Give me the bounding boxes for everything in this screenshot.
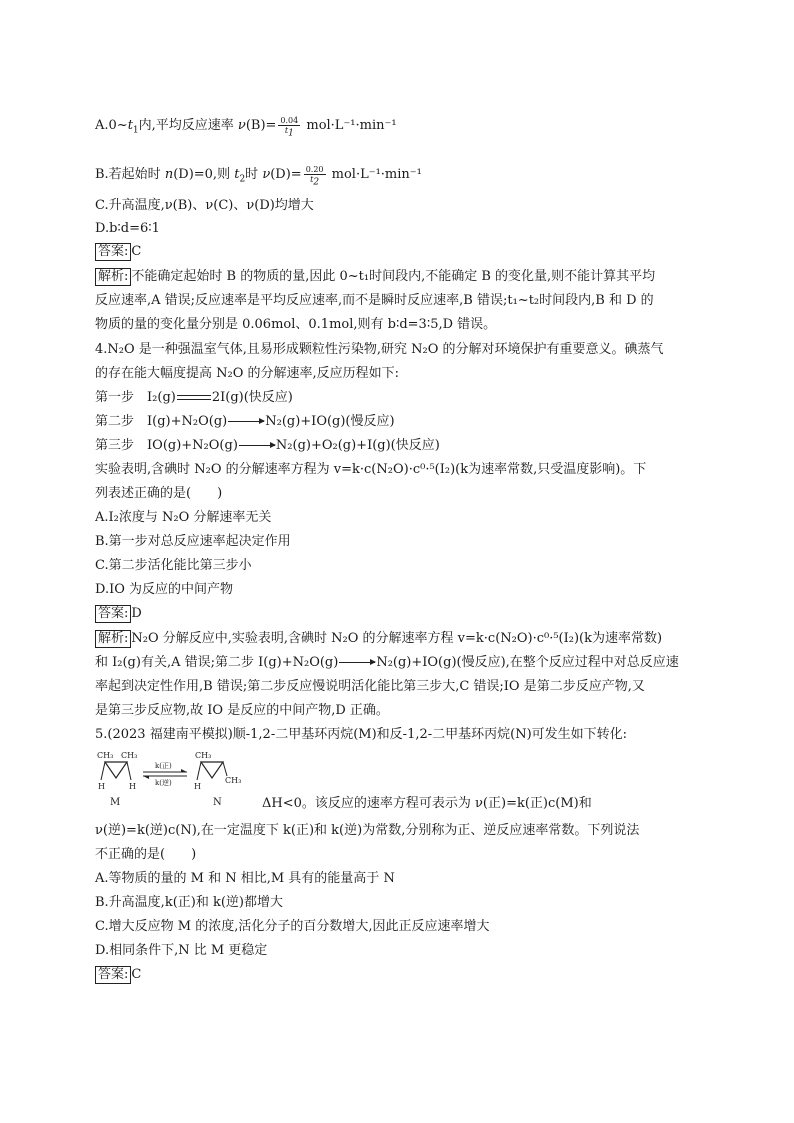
q4-option-c: C.第二步活化能比第三步小 <box>95 558 252 573</box>
q4-answer: 答案: D <box>95 605 142 623</box>
equilibrium-arrow-icon <box>177 394 211 402</box>
q3-option-c: C.升高温度,ν(B)、ν(C)、ν(D)均增大 <box>95 198 314 213</box>
cyclopropane-ring-n <box>201 762 223 778</box>
q4-step-1: 第一步 I₂(g) 2I(g)(快反应) <box>95 390 293 405</box>
q3-option-a: $A.0\sim t_1$内,平均反应速率 ν(B)= $\frac{0.04}{t_1}$ mol·L⁻¹·min⁻¹ <box>95 116 397 139</box>
label-m: M <box>110 797 121 808</box>
fraction: $\frac{0.04}{t_1}$ <box>280 116 299 139</box>
q5-option-c: C.增大反应物 M 的浓度,活化分子的百分数增大,因此正反应速率增大 <box>95 919 490 934</box>
answer-label: 答案: <box>95 243 131 261</box>
q4-stem-line-7: 列表述正确的是( ) <box>95 486 223 501</box>
ch3-label-top-n: CH₃ <box>195 751 212 760</box>
q3-option-b: B.若起始时 n(D)=0,则 $t_2$时 ν(D)= $\frac{0.20}{t_2}$ mol·L⁻¹·min⁻¹ <box>95 165 422 188</box>
answer-label: 答案: <box>95 605 131 623</box>
q5-answer: 答案: C <box>95 966 141 984</box>
q4-option-a: A.I₂浓度与 N₂O 分解速率无关 <box>95 510 272 525</box>
q5-stem-line-3: ν(逆)=k(逆)c(N),在一定温度下 k(正)和 k(逆)为常数,分别称为正、逆反应速率常数。下列说法 <box>95 823 640 838</box>
q4-step-3: 第三步 IO(g)+N₂O(g) N₂(g)+O₂(g)+I(g)(快反应) <box>95 438 440 453</box>
h-label-left-m: H <box>98 782 105 791</box>
q5-stem-line-2: ΔH<0。该反应的速率方程可表示为 ν(正)=k(正)c(M)和 <box>262 796 592 811</box>
q4-analysis-line-2: 和 I₂(g)有关,A 错误;第二步 I(g)+N₂O(g) N₂(g)+IO(g)(慢反应),在整个反应过程中对总反应速 <box>95 655 679 670</box>
ch3-label-right-m: CH₃ <box>121 751 138 760</box>
label-n: N <box>213 797 222 808</box>
q4-analysis-line-4: 是第三步反应物,故 IO 是反应的中间产物,D 正确。 <box>95 703 389 718</box>
h-label-right-m: H <box>129 782 136 791</box>
q3-analysis-line-1: 解析: 不能确定起始时 B 的物质的量,因此 0~t₁时间段内,不能确定 B 的变化量,则不能计算其平均 <box>95 268 655 286</box>
q3-analysis-line-2: 反应速率,A 错误;反应速率是平均反应速率,而不是瞬时反应速率,B 错误;t₁~t₂时间段内,B 和 D 的 <box>95 293 654 308</box>
q4-stem-line-6: 实验表明,含碘时 N₂O 的分解速率方程为 v=k·c(N₂O)·c⁰·⁵(I₂)(k为速率常数,只受温度影响)。下 <box>95 462 647 477</box>
cyclopropane-ring-m <box>105 762 127 778</box>
fraction: $\frac{0.20}{t_2}$ <box>305 165 324 188</box>
q4-step-2: 第二步 I(g)+N₂O(g) N₂(g)+IO(g)(慢反应) <box>95 414 395 429</box>
ch3-label-left-m: CH₃ <box>97 751 114 760</box>
h-label-n: H <box>194 782 201 791</box>
q5-option-d: D.相同条件下,N 比 M 更稳定 <box>95 943 268 958</box>
q4-stem-line-2: 的存在能大幅度提高 N₂O 的分解速率,反应历程如下: <box>95 366 400 381</box>
q4-option-b: B.第一步对总反应速率起决定作用 <box>95 534 291 549</box>
q5-stem-line-1: 5.(2023 福建南平模拟)顺-1,2-二甲基环丙烷(M)和反-1,2-二甲基环丙烷(N)可发生如下转化: <box>95 727 628 742</box>
analysis-label: 解析: <box>95 268 131 286</box>
q5-option-a: A.等物质的量的 M 和 N 相比,M 具有的能量高于 N <box>95 871 395 886</box>
q4-analysis-line-1: 解析: N₂O 分解反应中,实验表明,含碘时 N₂O 的分解速率方程 v=k·c(N₂O)·c⁰·⁵(I₂)(k为速率常数) <box>95 630 662 648</box>
q4-stem-line-1: 4.N₂O 是一种强温室气体,且易形成颗粒性污染物,研究 N₂O 的分解对环境保护有重要意义。碘蒸气 <box>95 342 664 357</box>
k-reverse-label: k(逆) <box>155 779 172 787</box>
reaction-arrow-icon <box>239 445 275 446</box>
q4-option-d: D.IO 为反应的中间产物 <box>95 582 234 597</box>
reaction-arrow-icon <box>228 421 264 422</box>
ch3-label-bottom-n: CH₃ <box>225 776 242 785</box>
k-forward-label: k(正) <box>155 762 172 770</box>
q3-answer: 答案: C <box>95 243 141 261</box>
q5-option-b: B.升高温度,k(正)和 k(逆)都增大 <box>95 895 283 910</box>
answer-label: 答案: <box>95 966 131 984</box>
q4-analysis-line-3: 率起到决定性作用,B 错误;第二步反应慢说明活化能比第三步大,C 错误;IO 是第二步反应产物,又 <box>95 679 645 694</box>
q5-stem-line-4: 不正确的是( ) <box>95 847 197 862</box>
q3-analysis-line-3: 物质的量的变化量分别是 0.06mol、0.1mol,则有 b∶d=3∶5,D 错误。 <box>95 317 497 332</box>
q3-option-d: D.b∶d=6∶1 <box>95 221 160 236</box>
reaction-arrow-icon <box>339 662 375 663</box>
analysis-label: 解析: <box>95 630 131 648</box>
